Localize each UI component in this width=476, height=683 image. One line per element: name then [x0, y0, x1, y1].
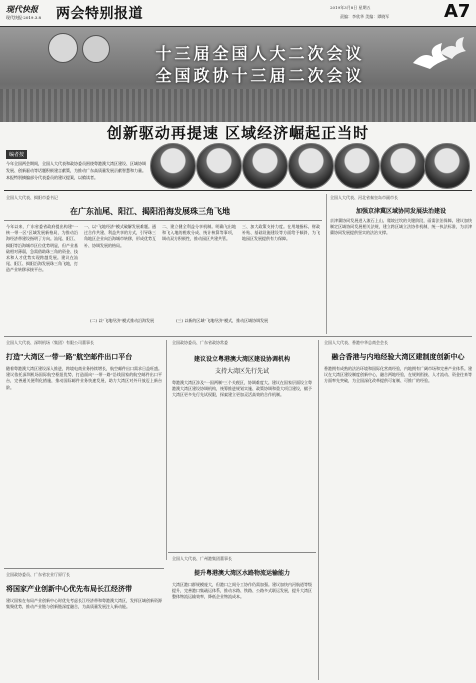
date-line: 2019年3月8日 星期五 — [330, 5, 371, 10]
article-body: 粤港澳大湾区涉及"一国两制"三个关税区，协调难度大。建议在国家层面设立粤港澳大湾区建设协调机构，统筹推进规划实施、政策协调和重大项目建设，赋予大湾区更多先行先试权限，探索建立更加灵活高效的合作机制。 — [172, 380, 312, 398]
article-body: 一、以"飞地经济"模式破解发展难题。通过合作共建、利益共享的方式，引导珠三角地区企业向沿海城市转移，形成优势互补、协调发展的格局。 — [84, 224, 156, 248]
portrait-photo — [334, 143, 380, 189]
editor-note-tag: 编者按 — [6, 150, 27, 159]
sessions-banner — [0, 27, 476, 122]
article-kicker: 全国政协委员、广东省农业厅原厅长 — [6, 572, 70, 577]
article-kicker: 全国人大代表、广州港集团董事长 — [172, 556, 232, 561]
article-title: 加强京津冀区域协同发展法治建设 — [355, 208, 446, 215]
article-body: 香港拥有成熟的法治环境和国际化营商经验，内地拥有广阔市场和完善产业体系。建议在大湾区建设制度创新中心，融合两地经验，在规则衔接、人才流动、资金往来等方面率先突破，为全国深化改革提供可复制、可推广的经验。 — [324, 366, 472, 384]
doves-icon — [408, 33, 468, 77]
article-title: 融合香港与内地经验大湾区建制度创新中心 — [331, 353, 465, 361]
article-kicker: 全国人大代表、河北省秦皇岛市副市长 — [330, 195, 398, 200]
article-body: 京津冀协同发展进入滚石上山、爬坡过坎的关键阶段，亟需法治保障。建议加快制定区域协同发展相关法规，建立跨区域立法协作机制，统一执法标准，为京津冀协同发展提供坚实的法治支撑。 — [330, 218, 472, 236]
article-title: 建议设立粤港澳大湾区建设协调机构 — [193, 356, 290, 363]
article-title: 提升粤港澳大湾区水路物流运输能力 — [193, 570, 290, 577]
portrait-photo — [150, 143, 196, 189]
article-body: 二、建立健全利益分享机制。明确飞出地和飞入地的税收分成、统计核算等事项，调动双方积极性，推动园区共建共管。 — [162, 224, 236, 242]
main-headline: 创新驱动再提速 区域经济崛起正当时 — [106, 124, 370, 142]
article-kicker: 全国政协委员、广东省政协常委 — [172, 340, 228, 345]
banner-line-2: 全国政协十三届二次会议 — [155, 66, 365, 85]
article-title: 将国家产业创新中心优先布局长江经济带 — [6, 585, 132, 593]
section-title: 两会特别报道 — [56, 6, 143, 22]
divider — [168, 552, 316, 553]
portrait-photo — [424, 143, 470, 189]
article-subtitle: 支持大湾区先行先试 — [214, 368, 269, 375]
article-body: 大湾区港口群规模庞大，但港口之间分工协作仍需加强。建议加快内河航道等级提升，完善港口集疏运体系，推动水路、铁路、公路多式联运发展，提升大湾区整体物流运输效率，降低企业物流成本。 — [172, 582, 312, 600]
divider — [4, 190, 472, 191]
page-number: A7 — [444, 1, 471, 22]
column-divider — [318, 340, 319, 680]
divider — [4, 220, 322, 221]
national-emblem-icon — [48, 33, 78, 63]
portrait-photo — [288, 143, 334, 189]
divider — [4, 336, 472, 337]
article-kicker: 全国人大代表、香港中华总商会会长 — [324, 340, 388, 345]
article-caption: (三) 以新的区域"飞地经济"模式，推动区域协调发展 — [176, 318, 269, 323]
article-body: 今年以来，广东省委省政府提出构建"一核一带一区"区域发展新格局，为推动沿海经济带建设指明了方向。汕尾、阳江、揭阳等沿海城市区位优势明显，但产业基础相对薄弱，急需借助珠三角的资金、技术和人才优势实现跨越发展。建议在汕尾、阳江、揭阳沿海发展珠三角飞地，打造产业转移承接平台。 — [6, 224, 78, 273]
portrait-photo — [196, 143, 242, 189]
article-kicker: 全国人大代表、揭阳市委书记 — [6, 195, 58, 200]
banner-photo — [0, 89, 476, 122]
article-body: 三、加大政策支持力度。在用地指标、财政补贴、基础设施建设等方面给予倾斜，为飞地园区发展提供有力保障。 — [242, 224, 320, 242]
banner-line-1: 十三届全国人大二次会议 — [155, 44, 365, 63]
divider — [4, 568, 164, 569]
article-title: 打造"大湾区一带一路"航空邮件出口平台 — [6, 353, 133, 361]
article-body: 随着粤港澳大湾区建设深入推进，跨境电商业务持续增长，航空邮件出口需求日益旺盛。建议依托深圳机场国际航空枢纽优势，打造面向"一带一路"沿线国家的航空邮件出口平台，完善通关便利化措施，推动国际邮件业务快速发展，助力大湾区对外开放迈上新台阶。 — [6, 366, 162, 390]
article-caption: (二) 以"飞地经济"模式推动沿海发展 — [90, 318, 155, 323]
portrait-photo — [242, 143, 288, 189]
editor-note-text: 今年全国两会期间，全国人大代表和政协委员围绕粤港澳大湾区建设、区域协调发展、创新驱动等话题积极建言献策，为推动广东高质量发展贡献智慧和力量。本报特别摘编部分代表委员的建议提案，以飨读者。 — [6, 161, 146, 180]
article-body: 建议国家在布局产业创新中心时优先考虑长江经济带和粤港澳大湾区，发挥区域创新资源集聚优势，推动产业链与创新链深度融合，为高质量发展注入新动能。 — [6, 598, 162, 610]
portrait-photo — [380, 143, 426, 189]
newspaper-logo: 现代快报 — [6, 4, 38, 14]
editor-line: 责编：李欣华 美编：谭晓军 — [340, 14, 390, 19]
article-kicker: 全国人大代表、深圳机场（集团）有限公司董事长 — [6, 340, 94, 345]
article-title: 在广东汕尾、阳江、揭阳沿海发展珠三角飞地 — [70, 207, 230, 216]
cppcc-emblem-icon — [82, 35, 110, 63]
column-divider — [166, 340, 167, 560]
column-divider — [326, 194, 327, 334]
newspaper-logo-sub: 现代快报·2019.3.8 — [6, 15, 42, 20]
